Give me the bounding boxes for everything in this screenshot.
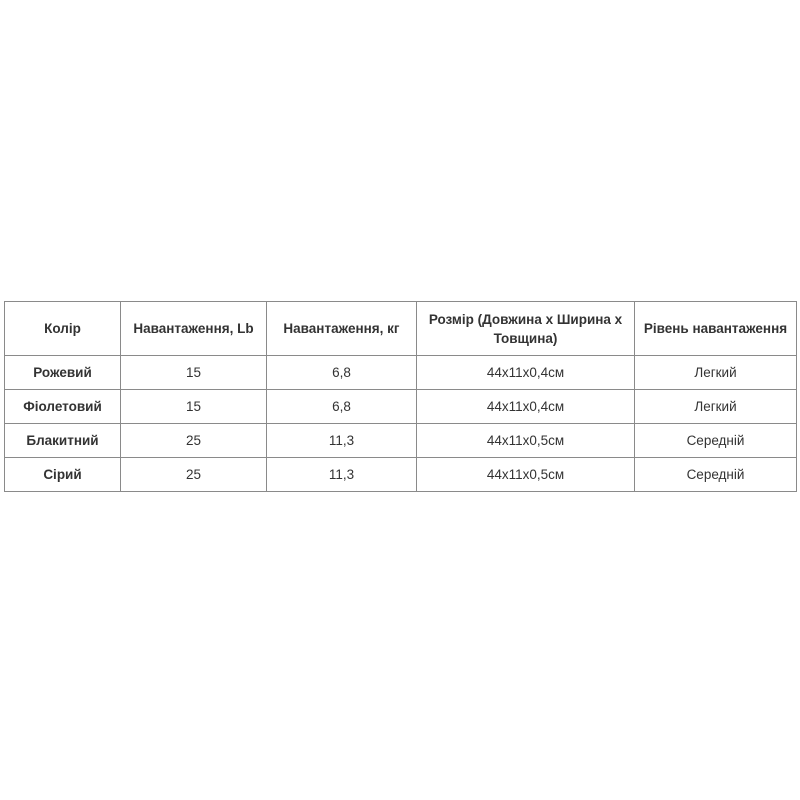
header-load-level: Рівень навантаження bbox=[635, 302, 797, 356]
spec-table-container bbox=[4, 301, 796, 492]
cell-color: Блакитний bbox=[5, 424, 121, 458]
cell-load-kg: 11,3 bbox=[267, 458, 417, 492]
cell-load-level: Легкий bbox=[635, 356, 797, 390]
table-row bbox=[5, 458, 797, 492]
cell-color: Рожевий bbox=[5, 356, 121, 390]
header-load-kg: Навантаження, кг bbox=[267, 302, 417, 356]
cell-load-kg: 6,8 bbox=[267, 356, 417, 390]
cell-load-kg: 11,3 bbox=[267, 424, 417, 458]
cell-size: 44x11x0,5см bbox=[417, 424, 635, 458]
cell-load-lb: 25 bbox=[121, 424, 267, 458]
cell-load-kg: 6,8 bbox=[267, 390, 417, 424]
header-load-lb: Навантаження, Lb bbox=[121, 302, 267, 356]
table-row bbox=[5, 424, 797, 458]
spec-table bbox=[4, 301, 797, 492]
cell-load-level: Середній bbox=[635, 458, 797, 492]
header-size: Розмір (Довжина х Ширина х Товщина) bbox=[417, 302, 635, 356]
cell-load-level: Середній bbox=[635, 424, 797, 458]
cell-load-lb: 15 bbox=[121, 390, 267, 424]
cell-size: 44x11x0,4см bbox=[417, 356, 635, 390]
cell-load-level: Легкий bbox=[635, 390, 797, 424]
table-header-row bbox=[5, 302, 797, 356]
cell-size: 44x11x0,4см bbox=[417, 390, 635, 424]
table-row bbox=[5, 356, 797, 390]
cell-load-lb: 25 bbox=[121, 458, 267, 492]
cell-load-lb: 15 bbox=[121, 356, 267, 390]
cell-size: 44x11x0,5см bbox=[417, 458, 635, 492]
table-row bbox=[5, 390, 797, 424]
cell-color: Фіолетовий bbox=[5, 390, 121, 424]
header-color: Колір bbox=[5, 302, 121, 356]
cell-color: Сірий bbox=[5, 458, 121, 492]
